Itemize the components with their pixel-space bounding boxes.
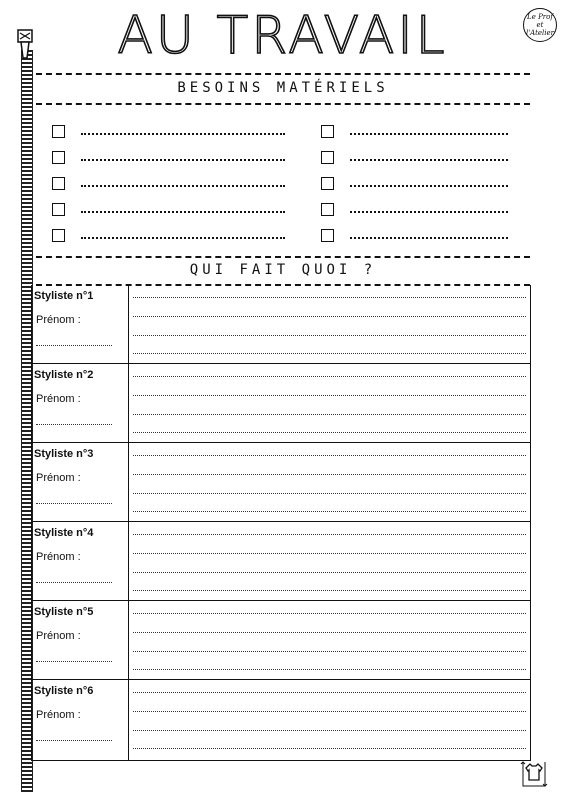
stylist-label: Styliste n°2 [34,369,94,381]
write-line[interactable] [133,297,526,298]
checklist-item[interactable] [52,150,285,164]
first-name-label: Prénom : [36,630,81,642]
stylist-label: Styliste n°6 [34,685,94,697]
write-line[interactable] [133,692,526,693]
stylist-cell [32,285,129,363]
checkbox[interactable] [52,229,65,242]
table-row [32,364,530,443]
stylist-label: Styliste n°4 [34,527,94,539]
task-cell[interactable] [129,680,530,760]
write-line[interactable] [133,335,526,336]
write-line[interactable] [81,133,285,135]
write-line[interactable] [133,711,526,712]
table-row [32,443,530,522]
materials-heading: BESOINS MATÉRIELS [177,80,389,96]
checkbox[interactable] [52,151,65,164]
checkbox[interactable] [52,203,65,216]
write-line[interactable] [133,632,526,633]
checklist-item[interactable] [52,202,285,216]
tshirt-icon [520,758,548,790]
write-line[interactable] [133,353,526,354]
write-line[interactable] [133,511,526,512]
write-line[interactable] [133,651,526,652]
write-line[interactable] [350,237,508,239]
write-line[interactable] [133,493,526,494]
first-name-field[interactable] [36,345,112,346]
write-line[interactable] [81,185,285,187]
write-line[interactable] [133,432,526,433]
checklist-item[interactable] [52,124,285,138]
task-cell[interactable] [129,443,530,521]
first-name-label: Prénom : [36,314,81,326]
write-line[interactable] [133,590,526,591]
task-cell[interactable] [129,522,530,600]
stylist-cell [32,601,129,679]
table-row [32,285,530,364]
write-line[interactable] [133,316,526,317]
write-line[interactable] [133,395,526,396]
first-name-label: Prénom : [36,472,81,484]
write-line[interactable] [133,730,526,731]
write-line[interactable] [133,553,526,554]
assignments-heading: QUI FAIT QUOI ? [189,262,377,278]
checklist-item[interactable] [321,202,508,216]
first-name-field[interactable] [36,424,112,425]
task-cell[interactable] [129,364,530,442]
write-line[interactable] [133,474,526,475]
write-line[interactable] [133,748,526,749]
write-line[interactable] [133,455,526,456]
write-line[interactable] [81,211,285,213]
write-line[interactable] [81,237,285,239]
first-name-field[interactable] [36,503,112,504]
write-line[interactable] [133,414,526,415]
write-line[interactable] [350,159,508,161]
divider [36,256,530,258]
checkbox[interactable] [321,177,334,190]
checkbox[interactable] [321,125,334,138]
checkbox[interactable] [52,125,65,138]
first-name-label: Prénom : [36,551,81,563]
write-line[interactable] [133,669,526,670]
write-line[interactable] [350,211,508,213]
first-name-label: Prénom : [36,709,81,721]
checkbox[interactable] [321,229,334,242]
task-cell[interactable] [129,601,530,679]
checklist-item[interactable] [321,150,508,164]
stylist-cell [32,522,129,600]
table-row [32,601,530,680]
write-line[interactable] [81,159,285,161]
stylist-label: Styliste n°3 [34,448,94,460]
checklist-item[interactable] [321,228,508,242]
write-line[interactable] [133,572,526,573]
write-line[interactable] [133,613,526,614]
checklist-item[interactable] [52,228,285,242]
checklist-item[interactable] [52,176,285,190]
checkbox[interactable] [321,203,334,216]
write-line[interactable] [350,185,508,187]
write-line[interactable] [350,133,508,135]
page-title: AU TRAVAIL [117,6,448,66]
checklist-item[interactable] [321,176,508,190]
write-line[interactable] [133,534,526,535]
table-row [32,522,530,601]
stylist-cell [32,443,129,521]
logo-icon: Le Prof et l'Atelier [523,8,557,42]
first-name-field[interactable] [36,582,112,583]
checkbox[interactable] [52,177,65,190]
first-name-label: Prénom : [36,393,81,405]
stylist-cell [32,680,129,760]
stylist-cell [32,364,129,442]
divider [36,103,530,105]
divider [36,73,530,75]
stylist-label: Styliste n°5 [34,606,94,618]
stylist-label: Styliste n°1 [34,290,94,302]
assignments-table [31,285,531,761]
first-name-field[interactable] [36,661,112,662]
first-name-field[interactable] [36,740,112,741]
checkbox[interactable] [321,151,334,164]
task-cell[interactable] [129,285,530,363]
table-row [32,680,530,761]
write-line[interactable] [133,376,526,377]
checklist-item[interactable] [321,124,508,138]
